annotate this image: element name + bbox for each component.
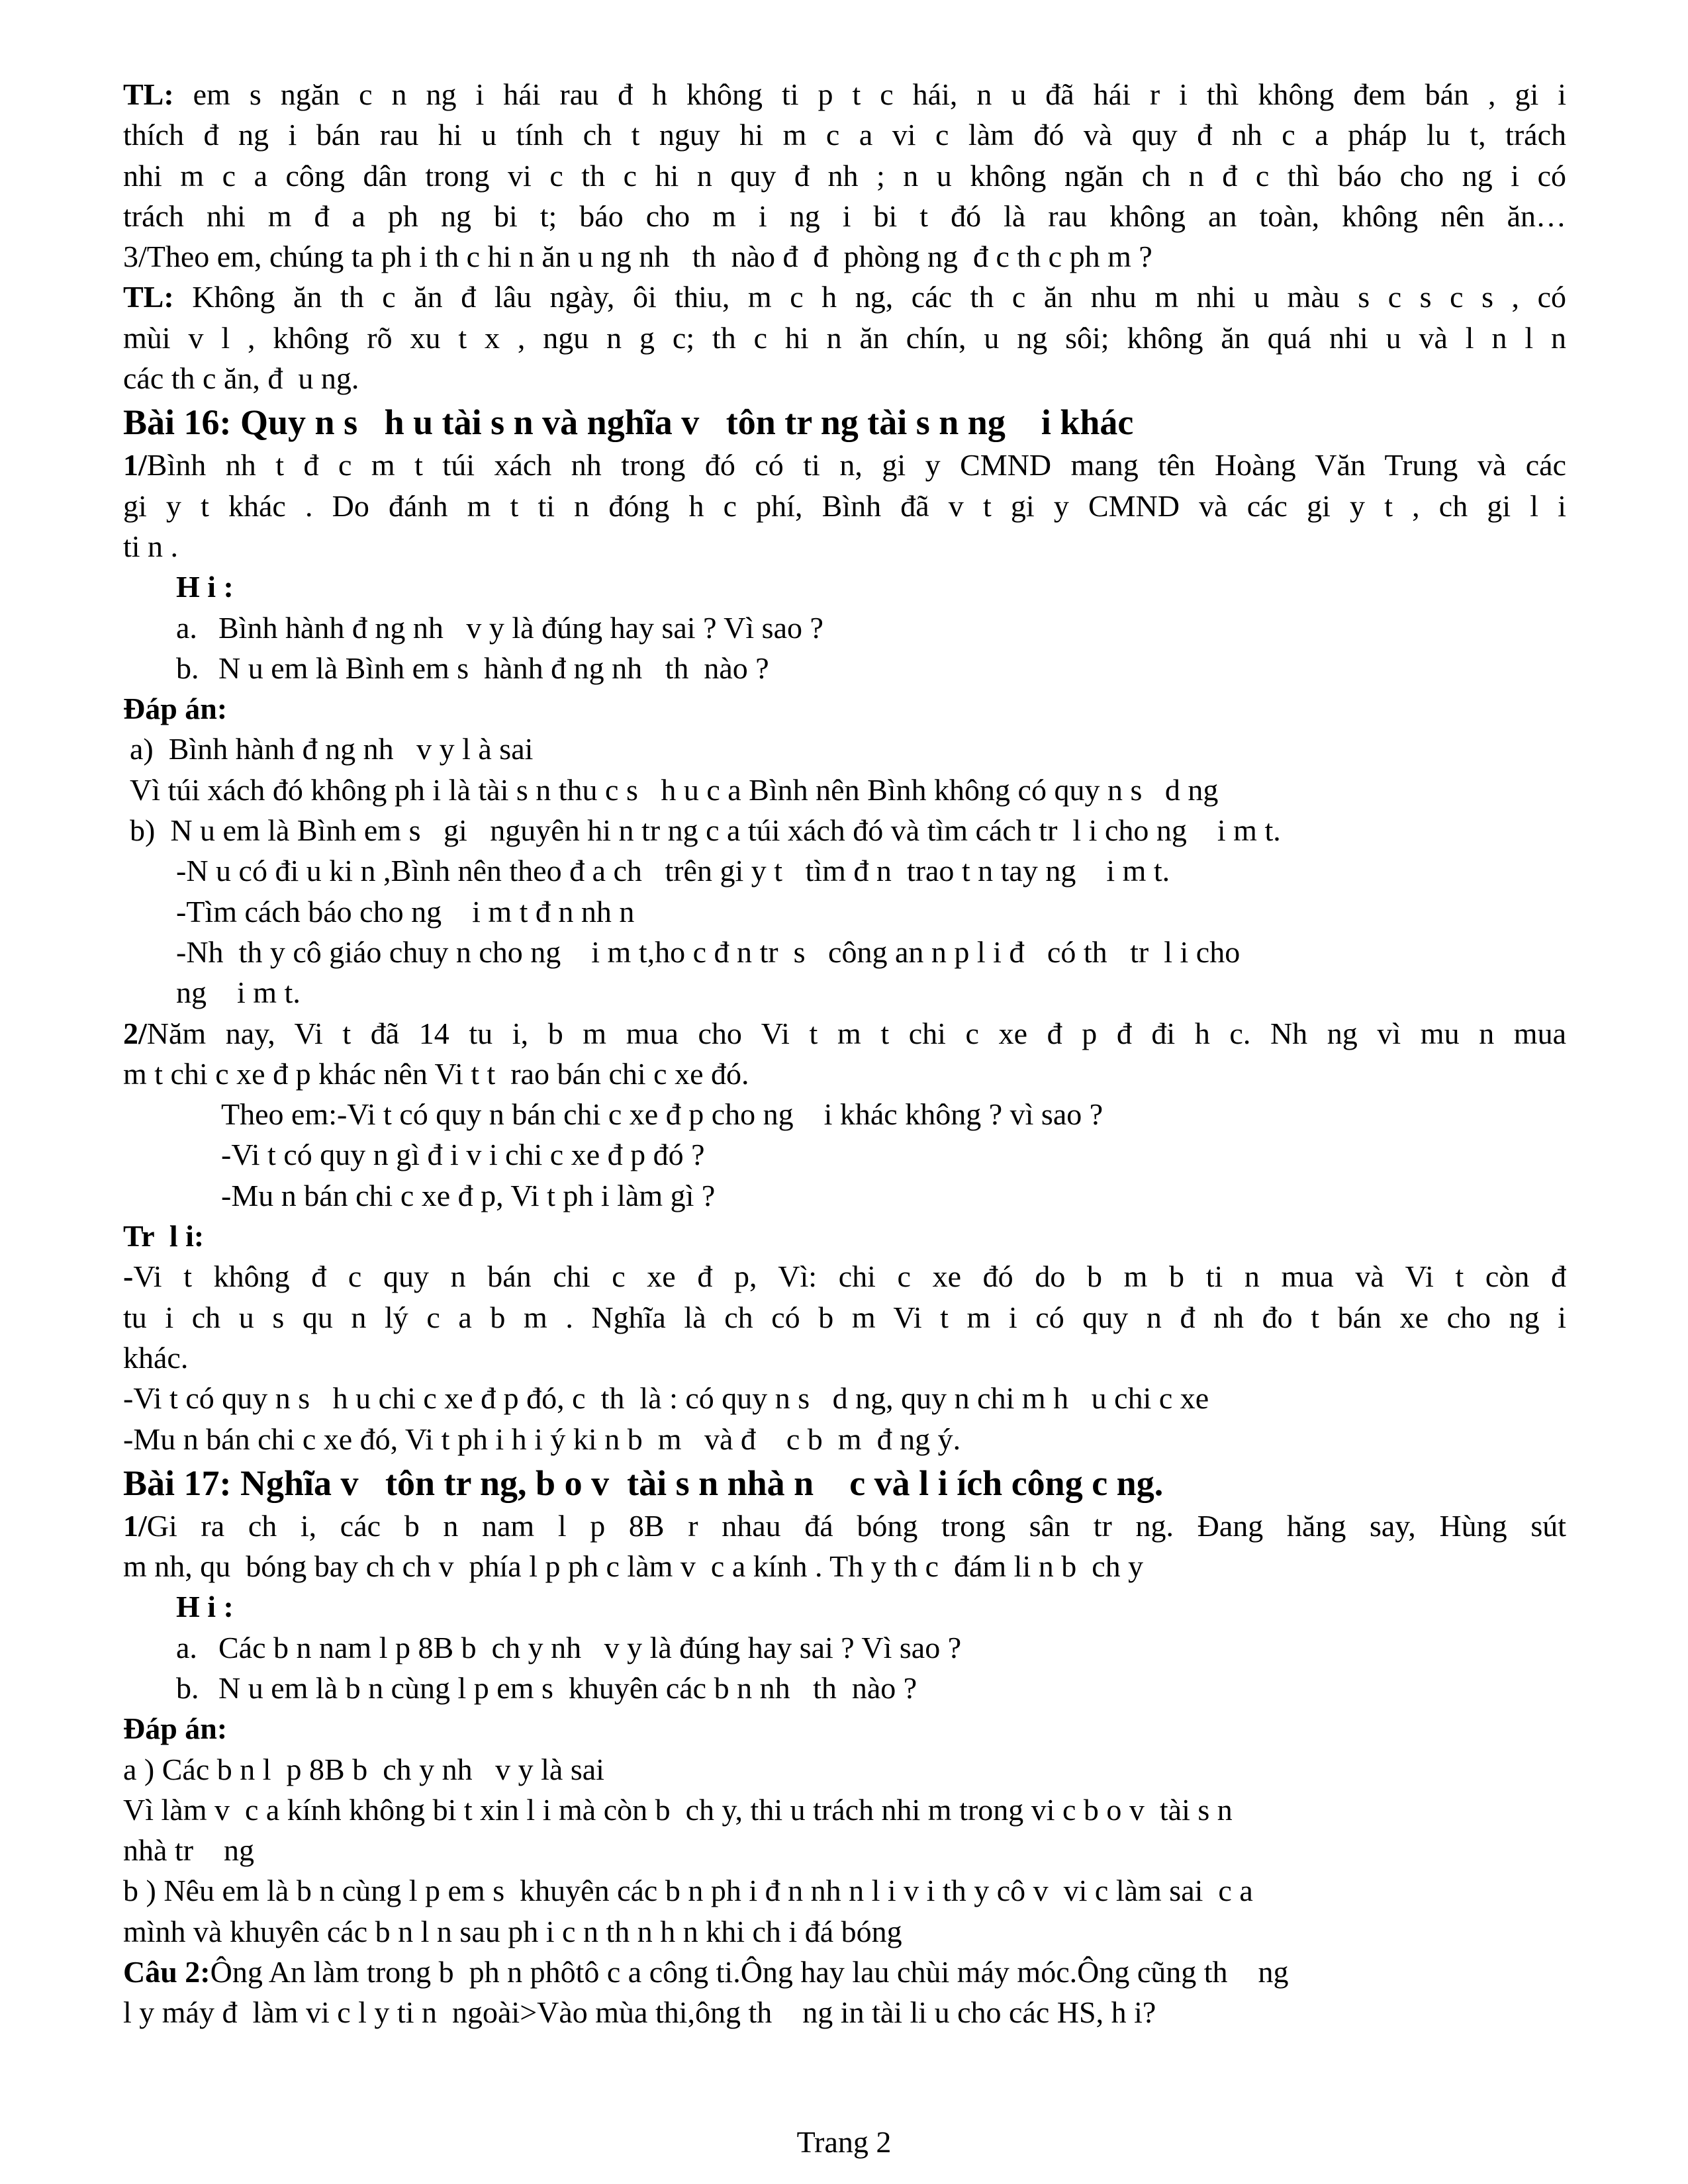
text-line — [123, 648, 1566, 688]
line-text: -Vi t có quy n gì đ i v i chi c xe đ p đó ? — [221, 1138, 705, 1172]
bold-label: Đáp án: — [123, 1711, 228, 1746]
list-marker: b. — [176, 1670, 199, 1705]
text-line — [123, 1708, 1566, 1749]
text-line — [123, 358, 1566, 398]
text-line — [123, 1054, 1566, 1094]
text-line — [123, 729, 1566, 769]
bold-label: 2/ — [123, 1016, 147, 1050]
text-line — [123, 1546, 1566, 1586]
text-line — [123, 318, 1566, 358]
line-text: ng i m t. — [176, 976, 301, 1010]
line-text: tu i ch u s qu n lý c a b m . Nghĩa là ch có b m Vi t m i có quy n đ nh đo t bán xe cho ng i — [123, 1300, 1566, 1334]
text-line — [123, 1870, 1566, 1911]
text-line — [123, 277, 1566, 317]
line-text: các th c ăn, đ u ng. — [123, 361, 359, 396]
line-text: Năm nay, Vi t đã 14 tu i, b m mua cho Vi t m t chi c xe đ p đ đi h c. Nh ng vì mu n mua — [146, 1016, 1566, 1050]
text-line — [123, 156, 1566, 196]
text-line — [123, 1830, 1566, 1870]
line-text: Vì làm v c a kính không bi t xin l i mà còn b ch y, thi u trách nhi m trong vi c b o v tài s n — [123, 1792, 1233, 1827]
line-text: Ông An làm trong b ph n phôtô c a công ti.Ông hay lau chùi máy móc.Ông cũng th ng — [210, 1955, 1289, 1989]
text-line — [123, 196, 1566, 236]
text-line — [123, 114, 1566, 155]
list-marker: a. — [176, 610, 197, 645]
bold-label: TL: — [123, 77, 174, 111]
line-text: gi y t khác . Do đánh m t ti n đóng h c phí, Bình đã v t gi y CMND và các gi y t , ch gi l i — [123, 488, 1566, 523]
text-line — [123, 972, 1566, 1013]
line-text: Bình hành đ ng nh v y là đúng hay sai ? Vì sao ? — [218, 610, 823, 645]
text-line — [123, 1419, 1566, 1459]
line-text: em s ngăn c n ng i hái rau đ h không ti p t c hái, n u đã hái r i thì không đem bán , gi i — [173, 77, 1566, 111]
text-line — [123, 1175, 1566, 1216]
page-footer: Trang 2 — [796, 2125, 892, 2159]
text-line — [123, 932, 1566, 972]
line-text: nhi m c a công dân trong vi c th c hi n quy đ nh ; n u không ngăn ch n đ c thì báo cho ng i có — [123, 158, 1566, 193]
text-line — [123, 1216, 1566, 1256]
bold-label: H i : — [176, 570, 234, 604]
line-text: khác. — [123, 1340, 189, 1375]
section-heading — [123, 1461, 1566, 1506]
line-text: a) Bình hành đ ng nh v y l à sai — [130, 732, 534, 766]
text-line — [123, 1749, 1566, 1790]
line-text: Không ăn th c ăn đ lâu ngày, ôi thiu, m c h ng, các th c ăn nhu m nhi u màu s c s c s , có — [173, 280, 1566, 314]
bold-label: Câu 2: — [123, 1955, 211, 1989]
line-text: trách nhi m đ a ph ng bi t; báo cho m i ng i bi t đó là rau không an toàn, không nên ăn… — [123, 199, 1566, 233]
document-body — [123, 74, 1566, 2033]
line-text: mình và khuyên các b n l n sau ph i c n th n h n khi ch i đá bóng — [123, 1914, 902, 1948]
text-line — [123, 1134, 1566, 1175]
text-line — [123, 1297, 1566, 1338]
bold-label: Đáp án: — [123, 692, 228, 726]
line-text: mùi v l , không rõ xu t x , ngu n g c; th c hi n ăn chín, u ng sôi; không ăn quá nhi u và l n l n — [123, 320, 1566, 355]
line-text: -Mu n bán chi c xe đ p, Vi t ph i làm gì ? — [221, 1178, 716, 1212]
text-line — [123, 1668, 1566, 1708]
line-text: thích đ ng i bán rau hi u tính ch t nguy hi m c a vi c làm đó và quy đ nh c a pháp lu t, trách — [123, 118, 1566, 152]
line-text: -Mu n bán chi c xe đó, Vi t ph i h i ý ki n b m và đ c b m đ ng ý. — [123, 1422, 961, 1456]
line-text: m t chi c xe đ p khác nên Vi t t rao bán chi c xe đó. — [123, 1056, 749, 1091]
text-line — [123, 891, 1566, 932]
line-text: -Nh th y cô giáo chuy n cho ng i m t,ho c đ n tr s công an n p l i đ có th tr l i cho — [176, 934, 1241, 969]
line-text: Vì túi xách đó không ph i là tài s n thu c s h u c a Bình nên Bình không có quy n s d ng — [130, 772, 1219, 807]
line-text: 3/Theo em, chúng ta ph i th c hi n ăn u ng nh th nào đ đ phòng ng đ c th c ph m ? — [123, 240, 1152, 274]
line-text: -Vi t có quy n s h u chi c xe đ p đó, c th là : có quy n s d ng, quy n chi m h u chi c xe — [123, 1381, 1209, 1416]
line-text: a ) Các b n l p 8B b ch y nh v y là sai — [123, 1752, 604, 1786]
text-line — [123, 1790, 1566, 1830]
bold-label: Tr l i: — [123, 1219, 205, 1253]
text-line — [123, 1338, 1566, 1378]
bold-label: H i : — [176, 1590, 234, 1624]
text-line — [123, 608, 1566, 648]
list-marker: a. — [176, 1630, 197, 1664]
text-line — [123, 688, 1566, 729]
text-line — [123, 1911, 1566, 1952]
line-text: Theo em:-Vi t có quy n bán chi c xe đ p cho ng i khác không ? vì sao ? — [221, 1097, 1103, 1132]
line-text: b) N u em là Bình em s gi nguyên hi n tr ng c a túi xách đó và tìm cách tr l i cho ng i m t. — [130, 813, 1281, 848]
bold-label: TL: — [123, 280, 174, 314]
text-line — [123, 1992, 1566, 2032]
line-text: l y máy đ làm vi c l y ti n ngoài>Vào mùa thi,ông th ng in tài li u cho các HS, h i? — [123, 1995, 1156, 2030]
bold-label: 1/ — [123, 1508, 147, 1543]
text-line — [123, 526, 1566, 567]
bold-label: - — [123, 1259, 134, 1294]
text-line — [123, 1506, 1566, 1546]
text-line — [123, 1627, 1566, 1668]
text-line — [123, 850, 1566, 891]
line-text: Bài 17: Nghĩa v tôn tr ng, b o v tài s n nhà n c và l i ích công c ng. — [123, 1463, 1164, 1503]
text-line — [123, 445, 1566, 485]
text-line — [123, 810, 1566, 850]
line-text: Bình nh t đ c m t túi xách nh trong đó có ti n, gi y CMND mang tên Hoàng Văn Trung và các — [146, 448, 1566, 482]
line-text: -N u có đi u ki n ,Bình nên theo đ a ch trên gi y t tìm đ n trao t n tay ng i m t. — [176, 854, 1170, 888]
line-text: -Tìm cách báo cho ng i m t đ n nh n — [176, 894, 635, 929]
line-text: N u em là Bình em s hành đ ng nh th nào ? — [218, 651, 769, 685]
text-line — [123, 567, 1566, 607]
line-text: Các b n nam l p 8B b ch y nh v y là đúng hay sai ? Vì sao ? — [218, 1630, 962, 1664]
list-marker: b. — [176, 651, 199, 685]
line-text: m nh, qu bóng bay ch ch v phía l p ph c làm v c a kính . Th y th c đám li n b ch y — [123, 1549, 1144, 1584]
bold-label: 1/ — [123, 448, 147, 482]
text-line — [123, 1256, 1566, 1297]
text-line — [123, 770, 1566, 810]
text-line — [123, 1586, 1566, 1627]
text-line — [123, 1094, 1566, 1134]
line-text: N u em là b n cùng l p em s khuyên các b n nh th nào ? — [218, 1670, 917, 1705]
line-text: Vi t không đ c quy n bán chi c xe đ p, Vì: chi c xe đó do b m b ti n mua và Vi t còn đ — [133, 1259, 1566, 1294]
line-text: Bài 16: Quy n s h u tài s n và nghĩa v tôn tr ng tài s n ng i khác — [123, 402, 1134, 443]
line-text: nhà tr ng — [123, 1833, 255, 1868]
text-line — [123, 74, 1566, 114]
text-line — [123, 486, 1566, 526]
text-line — [123, 236, 1566, 277]
text-line — [123, 1378, 1566, 1418]
line-text: b ) Nêu em là b n cùng l p em s khuyên các b n ph i đ n nh n l i v i th y cô v vi c làm sai c a — [123, 1874, 1253, 1908]
text-line — [123, 1013, 1566, 1054]
line-text: ti n . — [123, 529, 179, 563]
line-text: Gi ra ch i, các b n nam l p 8B r nhau đá bóng trong sân tr ng. Đang hăng say, Hùng sút — [146, 1508, 1566, 1543]
text-line — [123, 1952, 1566, 1992]
section-heading — [123, 400, 1566, 445]
